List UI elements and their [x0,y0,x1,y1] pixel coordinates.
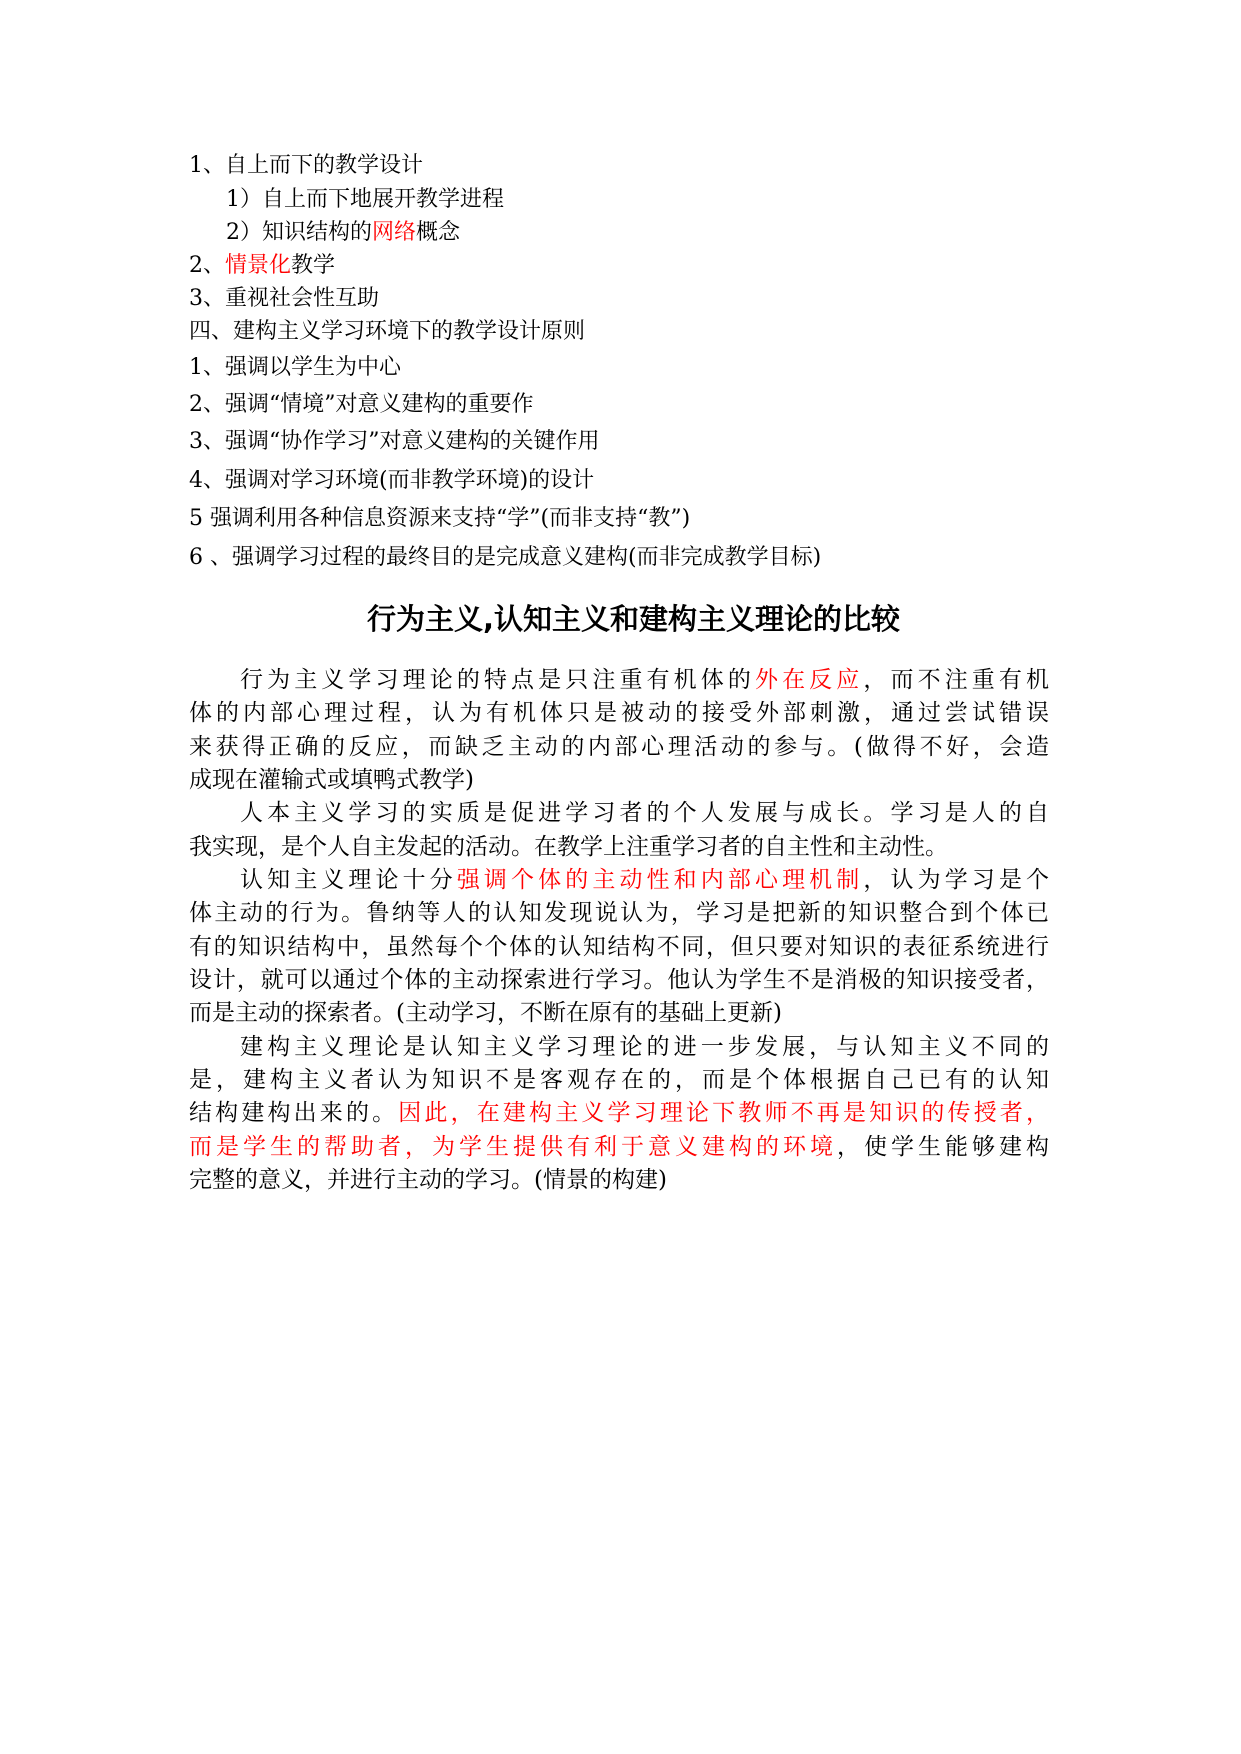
text-run: 2、强调“情境”对意义建构的重要作 [189,392,534,417]
text-run: 教学 [291,253,336,278]
text-run: 建构主义理论是认知主义学习理论的进一步发展，与认知主义不同的 [240,1034,1049,1060]
text-run: 5 强调利用各种信息资源来支持“学”(而非支持“教”) [189,506,691,531]
text-run: 4、强调对学习环境(而非教学环境)的设计 [189,468,595,493]
outline-subitem [226,219,460,247]
principle-item [189,354,401,382]
text-run: 2）知识结构的 [226,220,372,245]
principle-item [189,428,600,456]
text-run: 3、重视社会性互助 [189,286,379,311]
text-run: 体的内部心理过程，认为有机体只是被动的接受外部刺激，通过尝试错误 [189,700,1049,726]
text-run: 1）自上而下地展开教学进程 [226,187,504,212]
highlighted-text: 网络 [372,220,417,245]
outline-item [189,252,335,280]
principle-item [189,391,534,419]
paragraph-line [189,1031,1049,1064]
text-run: 行为主义学习理论的特点是只注重有机体的 [240,667,755,693]
section-heading [189,318,585,346]
text-run: 是，建构主义者认为知识不是客观存在的，而是个体根据自己已有的认知 [189,1067,1049,1093]
paragraph-line [189,1064,1049,1097]
paragraph-line [189,697,1049,730]
paragraph-line [189,764,1049,797]
paragraph-line [189,797,1049,830]
text-run: 人本主义学习的实质是促进学习者的个人发展与成长。学习是人的自 [240,800,1049,826]
paragraph-line [189,664,1049,697]
text-run: 认知主义理论十分 [240,867,457,893]
highlighted-text: 因此，在建构主义学习理论下教师不再是知识的传授者， [398,1100,1049,1126]
principle-item [189,505,690,533]
highlighted-text: 而是学生的帮助者，为学生提供有利于意义建构的环境 [189,1134,837,1160]
text-run: 3、强调“协作学习”对意义建构的关键作用 [189,429,600,454]
principle-item [189,544,821,572]
text-run: ，而不注重有机 [863,667,1050,693]
outline-item [189,152,423,180]
text-run: 概念 [416,220,461,245]
text-run: ，使学生能够建构 [837,1134,1049,1160]
text-run: 6 、强调学习过程的最终目的是完成意义建构(而非完成教学目标) [189,545,822,570]
highlighted-text: 外在反应 [754,667,864,693]
outline-item [189,285,379,313]
principle-item [189,467,594,495]
text-run: 体主动的行为。鲁纳等人的认知发现说认为，学习是把新的知识整合到个体已 [189,900,1049,926]
text-run: 有的知识结构中，虽然每个个体的认知结构不同，但只要对知识的表征系统进行 [189,934,1049,960]
paragraph-line [189,931,1049,964]
text-run: 1、自上而下的教学设计 [189,153,423,178]
text-run: 我实现，是个人自主发起的活动。在教学上注重学习者的自主性和主动性。 [189,834,948,860]
text-run: 2、 [189,253,225,278]
paragraph-line [189,1164,1049,1197]
paragraph-line [189,1097,1049,1130]
outline-subitem [226,186,504,214]
text-run: 设计，就可以通过个体的主动探索进行学习。他认为学生不是消极的知识接受者， [189,967,1049,993]
text-run: 完整的意义，并进行主动的学习。(情景的构建) [189,1167,667,1193]
text-run: 四、建构主义学习环境下的教学设计原则 [189,319,586,344]
paragraph-line [189,831,1049,864]
comparison-heading: 行为主义,认知主义和建构主义理论的比较 [366,602,901,636]
paragraph-line [189,964,1049,997]
paragraph-line [189,897,1049,930]
paragraph-line [189,731,1049,764]
paragraph-line [189,997,1049,1030]
highlighted-text: 情景化 [225,253,292,278]
text-run: 来获得正确的反应，而缺乏主动的内部心理活动的参与。(做得不好，会造 [189,734,1049,760]
paragraph-line [189,864,1049,897]
text-run: 成现在灌输式或填鸭式教学) [189,767,474,793]
text-run: 1、强调以学生为中心 [189,355,401,380]
text-run: 而是主动的探索者。(主动学习，不断在原有的基础上更新) [189,1000,782,1026]
text-run: 结构建构出来的。 [189,1100,399,1126]
highlighted-text: 强调个体的主动性和内部心理机制 [456,867,864,893]
paragraph-line [189,1131,1049,1164]
text-run: ，认为学习是个 [863,867,1050,893]
